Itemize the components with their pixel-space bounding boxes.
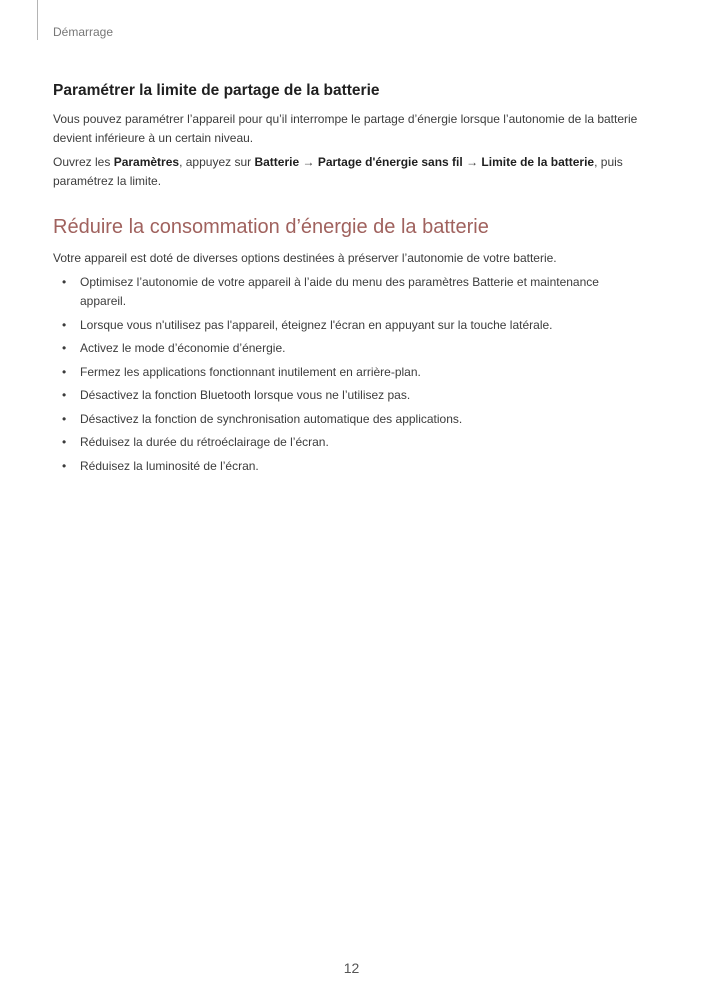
list-item [53, 433, 638, 452]
list-item [53, 363, 638, 382]
list-item-text: Désactivez la fonction de synchronisation automatique des applications. [80, 411, 463, 426]
list-item [53, 316, 638, 335]
list-item-text: Activez le mode d’économie d’énergie. [80, 341, 286, 355]
bullet-icon: • [62, 341, 67, 355]
instruction-prefix: Ouvrez les [53, 155, 114, 169]
tips-list [53, 273, 638, 476]
path-arrow: → [462, 155, 482, 169]
bullet-icon: • [62, 275, 67, 289]
header-divider [37, 0, 38, 40]
instruction-mid: , appuyez sur [179, 155, 255, 169]
list-item-text: Optimisez l’autonomie de votre appareil à l’aide du menu des paramètres Batterie et maintenance appareil. [80, 275, 599, 308]
battery-limit-intro: Vous pouvez paramétrer l’appareil pour qu’il interrompe le partage d’énergie lorsque l’autonomie de la batterie devient inférieure à un certain niveau. [53, 112, 638, 145]
bullet-icon: • [62, 317, 67, 332]
bullet-icon: • [62, 411, 67, 426]
running-header: Démarrage [53, 25, 114, 39]
settings-path-item: Paramètres [113, 155, 180, 169]
path-arrow: → [299, 155, 318, 169]
reduce-consumption-title: Réduire la consommation d’énergie de la batterie [53, 216, 489, 238]
list-item [53, 457, 638, 476]
battery-limit-heading: Paramétrer la limite de partage de la batterie [53, 82, 380, 99]
bullet-icon: • [62, 388, 67, 402]
list-item-text: Réduisez la luminosité de l’écran. [80, 458, 259, 473]
wireless-share-path-item: Partage d'énergie sans fil [317, 155, 463, 169]
bullet-icon: • [62, 458, 67, 473]
bullet-icon: • [62, 435, 67, 449]
list-item [53, 273, 638, 311]
list-item [53, 339, 638, 358]
reduce-consumption-intro: Votre appareil est doté de diverses options destinées à préserver l’autonomie de votre batterie. [53, 251, 557, 265]
battery-limit-instruction [53, 153, 638, 191]
battery-limit-path-item: Limite de la batterie [481, 155, 595, 169]
list-item-text: Fermez les applications fonctionnant inutilement en arrière-plan. [80, 364, 421, 379]
page-number: 12 [343, 960, 360, 976]
instruction-suffix: , puis paramétrez la limite. [53, 155, 623, 188]
battery-path-item: Batterie [254, 155, 300, 169]
list-item [53, 410, 638, 429]
page-content [53, 80, 638, 480]
list-item [53, 386, 638, 405]
bullet-icon: • [62, 364, 67, 379]
list-item-text: Lorsque vous n'utilisez pas l'appareil, éteignez l'écran en appuyant sur la touche latérale. [80, 317, 553, 332]
list-item-text: Réduisez la durée du rétroéclairage de l’écran. [80, 435, 329, 449]
list-item-text: Désactivez la fonction Bluetooth lorsque vous ne l’utilisez pas. [80, 388, 411, 402]
